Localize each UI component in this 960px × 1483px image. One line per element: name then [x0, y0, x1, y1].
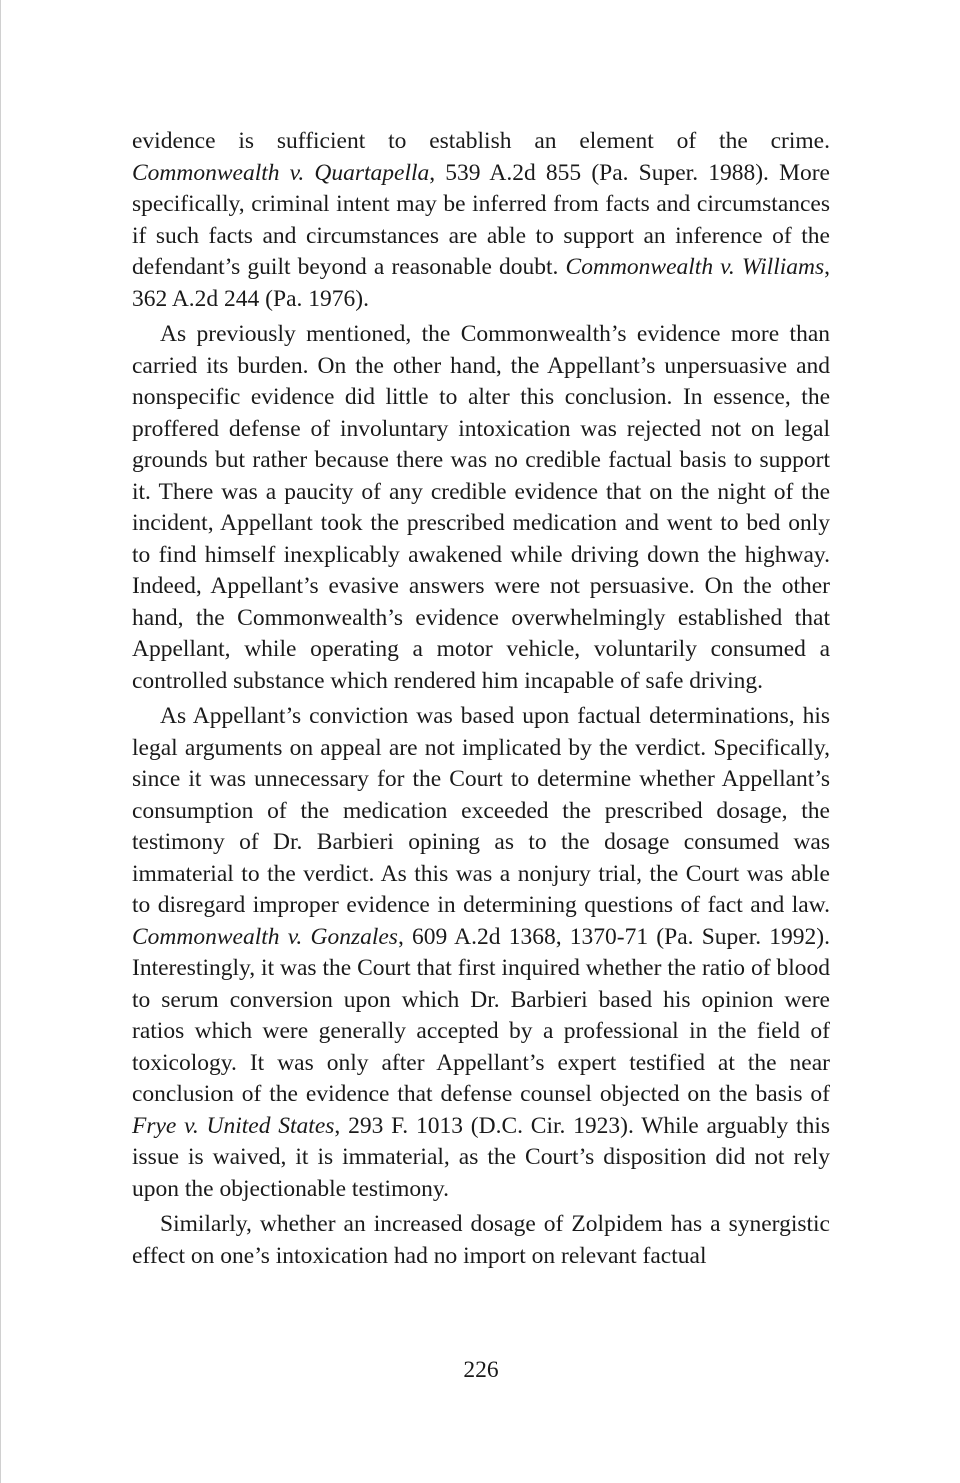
page-number: 226 [463, 1357, 499, 1383]
paragraph [132, 701, 830, 1205]
case-citation: Commonwealth v. Gonzales [132, 923, 398, 950]
case-citation: Frye v. United States [132, 1112, 335, 1139]
text-run: As previously mentioned, the Commonwealth’s evidence more than carried its burden. On the other hand, the Appellant’s unpersuasive and nonspecific evidence did little to alter this conclusion. In essence, the proffered defense of involuntary intoxication was rejected not on legal grounds but rather because there was no credible factual basis to support it. There was a paucity of any credible evidence that on the night of the incident, Appellant took the prescribed medication and went to bed only to find himself inexplicably awakened while driving down the highway. Indeed, Appellant’s evasive answers were not persuasive. On the other hand, the Commonwealth’s evidence overwhelmingly established that Appellant, while operating a motor vehicle, voluntarily consumed a controlled substance which rendered him incapable of safe driving. [132, 321, 830, 694]
case-citation: Commonwealth v. Williams [565, 254, 825, 280]
text-run: , 609 A.2d 1368, 1370-71 (Pa. Super. 1992). Interestingly, it was the Court that first inquired whether the ratio of blood to serum conversion upon which Dr. Barbieri based his opinion were ratios which were generally accepted by a professional in the field of toxicology. It was only after Appellant’s expert testified at the near conclusion of the evidence that defense counsel objected on the basis of [132, 923, 830, 1107]
text-run: , 362 A.2d 244 (Pa. 1976). [132, 254, 830, 312]
text-run: As Appellant’s conviction was based upon factual determinations, his legal arguments on appeal are not implicated by the verdict. Specifically, since it was unnecessary for the Court to determine whether Appellant’s consumption of the medication exceeded the prescribed dosage, the testimony of Dr. Barbieri opining as to the dosage consumed was immaterial to the verdict. As this was a nonjury trial, the Court was able to disregard improper evidence in determining questions of fact and law. [132, 703, 830, 918]
paragraph [132, 319, 830, 697]
body-text [132, 126, 830, 1276]
paragraph [132, 126, 830, 315]
text-run: Similarly, whether an increased dosage of Zolpidem has a synergistic effect on one’s intoxication had no import on relevant factual [132, 1211, 830, 1269]
paragraph [132, 1209, 830, 1272]
text-run: evidence is sufficient to establish an element of the crime. [132, 128, 830, 154]
text-run: , 539 A.2d 855 (Pa. Super. 1988). More specifically, criminal intent may be inferred from facts and circumstances if such facts and circumstances are able to support an inference of the defendant’s guilt beyond a reasonable doubt. [132, 159, 830, 280]
text-run: , 293 F. 1013 (D.C. Cir. 1923). While arguably this issue is waived, it is immaterial, as the Court’s disposition did not rely upon the objectionable testimony. [132, 1112, 830, 1202]
case-citation: Commonwealth v. Quartapella [132, 159, 430, 186]
